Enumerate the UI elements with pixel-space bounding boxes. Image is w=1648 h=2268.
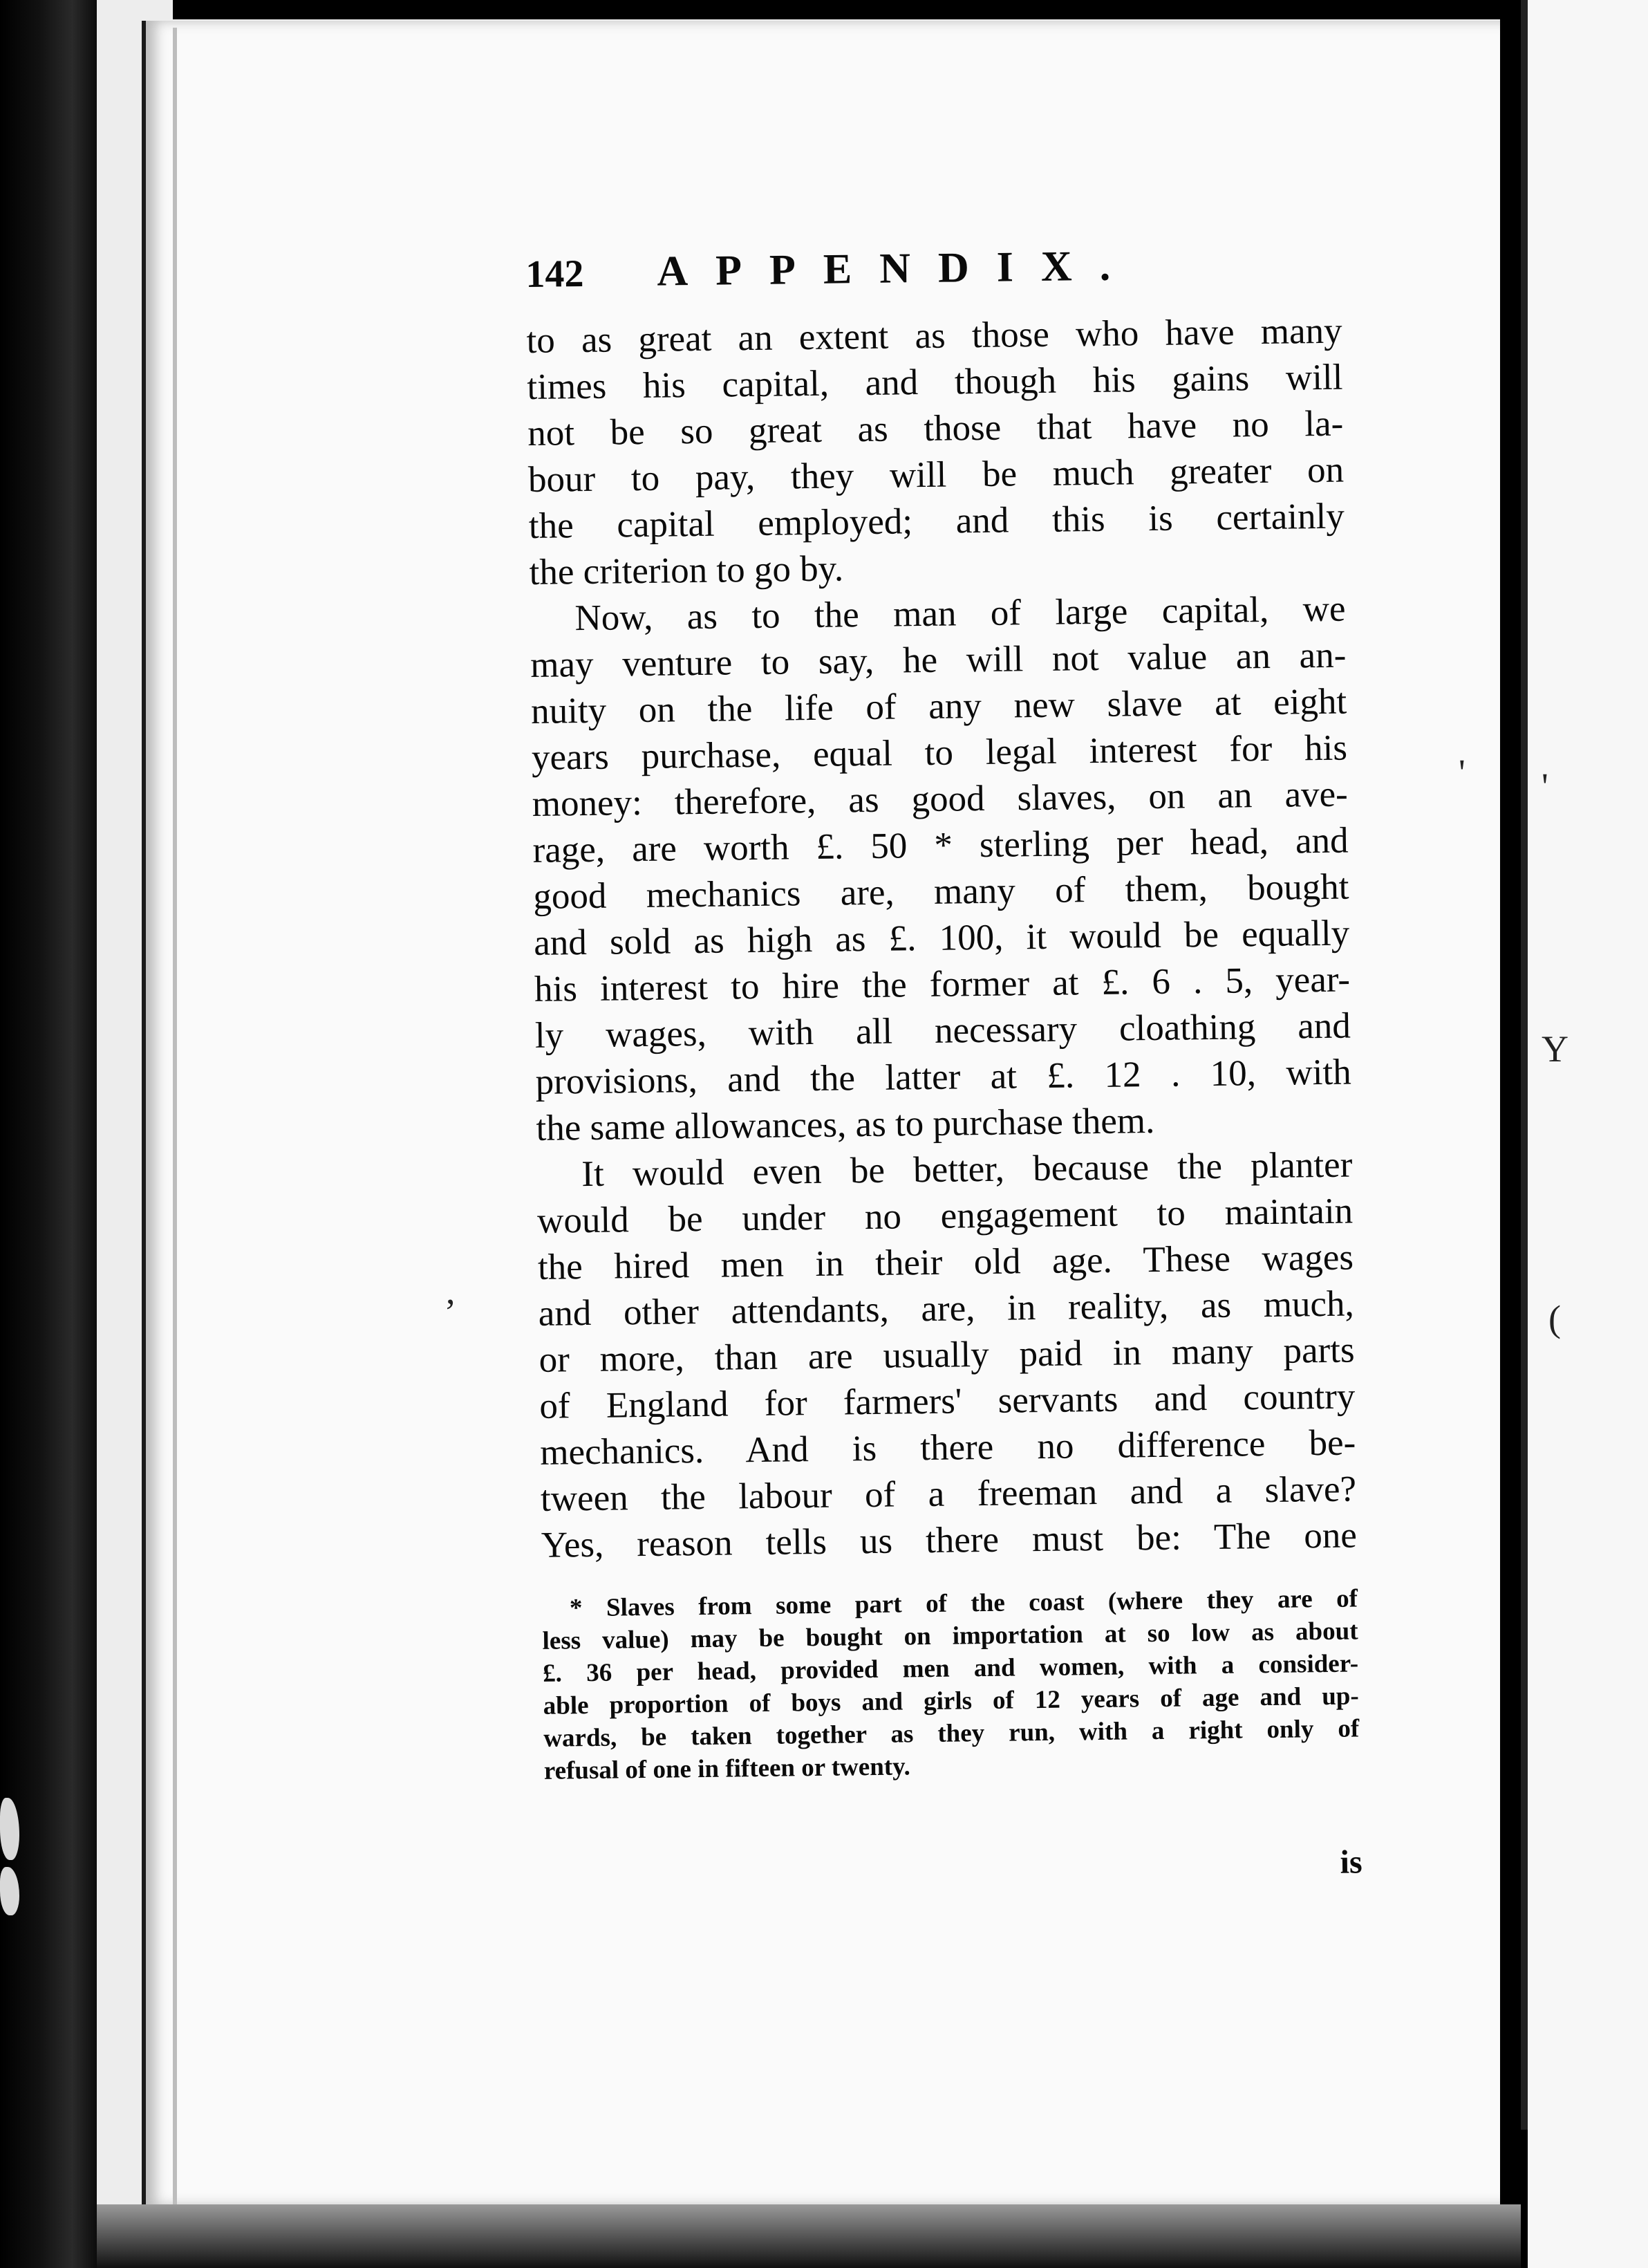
text-line: tween the labour of a freeman and a slave? — [540, 1469, 1357, 1519]
text-line: the criterion to go by. — [529, 548, 844, 593]
paragraph-3 — [536, 1142, 1357, 1568]
text-line: the same allowances, as to purchase them. — [536, 1100, 1155, 1149]
text-line: would be under no engagement to maintain — [536, 1191, 1354, 1241]
text-line: may venture to say, he will not value an an- — [530, 635, 1347, 685]
text-line: the hired men in their old age. These wages — [537, 1237, 1354, 1288]
running-head — [525, 239, 1342, 318]
stray-mark: ' — [1542, 765, 1548, 807]
footnote-line: wards, be taken together as they run, with a right only of — [543, 1714, 1360, 1753]
footnote-line: less value) may be bought on importation at so low as about — [542, 1617, 1358, 1655]
page-text-block — [525, 239, 1363, 1881]
stray-mark: , — [446, 1270, 456, 1312]
text-line: money: therefore, as good slaves, on an ave- — [532, 774, 1349, 824]
text-line: rage, are worth £. 50 * sterling per head, and — [532, 820, 1349, 871]
paragraph-2 — [530, 586, 1352, 1152]
text-line: Now, as to the man of large capital, we — [574, 588, 1346, 639]
text-line: Yes, reason tells us there must be: The one — [541, 1515, 1358, 1565]
running-title: APPENDIX. — [656, 242, 1139, 295]
text-line: ly wages, with all necessary cloathing and — [534, 1005, 1351, 1056]
footnote-line: refusal of one in fifteen or twenty. — [543, 1752, 911, 1785]
text-line: mechanics. And is there no difference be- — [539, 1422, 1356, 1473]
text-line: his interest to hire the former at £. 6 . 5, year- — [534, 959, 1351, 1010]
stray-mark: ( — [1548, 1298, 1561, 1339]
page-inner-rule — [173, 28, 177, 2227]
footnote-line: able proportion of boys and girls of 12 years of age and up- — [543, 1682, 1359, 1720]
text-line: of England for farmers' servants and country — [539, 1376, 1356, 1426]
text-line: bour to pay, they will be much greater on — [527, 449, 1345, 500]
text-line: It would even be better, because the planter — [581, 1144, 1353, 1195]
text-line: not be so great as those that have no la- — [527, 403, 1344, 454]
text-line: or more, than are usually paid in many parts — [539, 1330, 1355, 1380]
catchword: is — [1340, 1843, 1363, 1881]
text-line: the capital employed; and this is certainly — [528, 496, 1345, 546]
text-line: provisions, and the latter at £. 12 . 10, with — [535, 1052, 1351, 1102]
stray-mark: Y — [1542, 1028, 1569, 1070]
text-line: good mechanics are, many of them, bought — [533, 866, 1349, 917]
text-line: and other attendants, are, in reality, as much, — [538, 1283, 1355, 1334]
page-number: 142 — [525, 252, 584, 296]
footnote — [542, 1582, 1360, 1787]
text-line: years purchase, equal to legal interest for his — [531, 727, 1348, 778]
paragraph-1 — [526, 308, 1345, 596]
facing-page-edge — [1528, 0, 1648, 2268]
bottom-shadow — [97, 2204, 1521, 2268]
text-line: nuity on the life of any new slave at eight — [530, 681, 1347, 732]
outer-page-top-edge — [173, 0, 1507, 19]
stray-mark: ' — [1459, 752, 1466, 793]
text-line: and sold as high as £. 100, it would be equally — [533, 913, 1350, 963]
text-line: to as great an extent as those who have many — [526, 310, 1342, 361]
text-line: times his capital, and though his gains will — [527, 357, 1343, 407]
footnote-line: * Slaves from some part of the coast (where they are of — [569, 1584, 1358, 1623]
footnote-line: £. 36 per head, provided men and women, with a consider- — [542, 1649, 1359, 1688]
